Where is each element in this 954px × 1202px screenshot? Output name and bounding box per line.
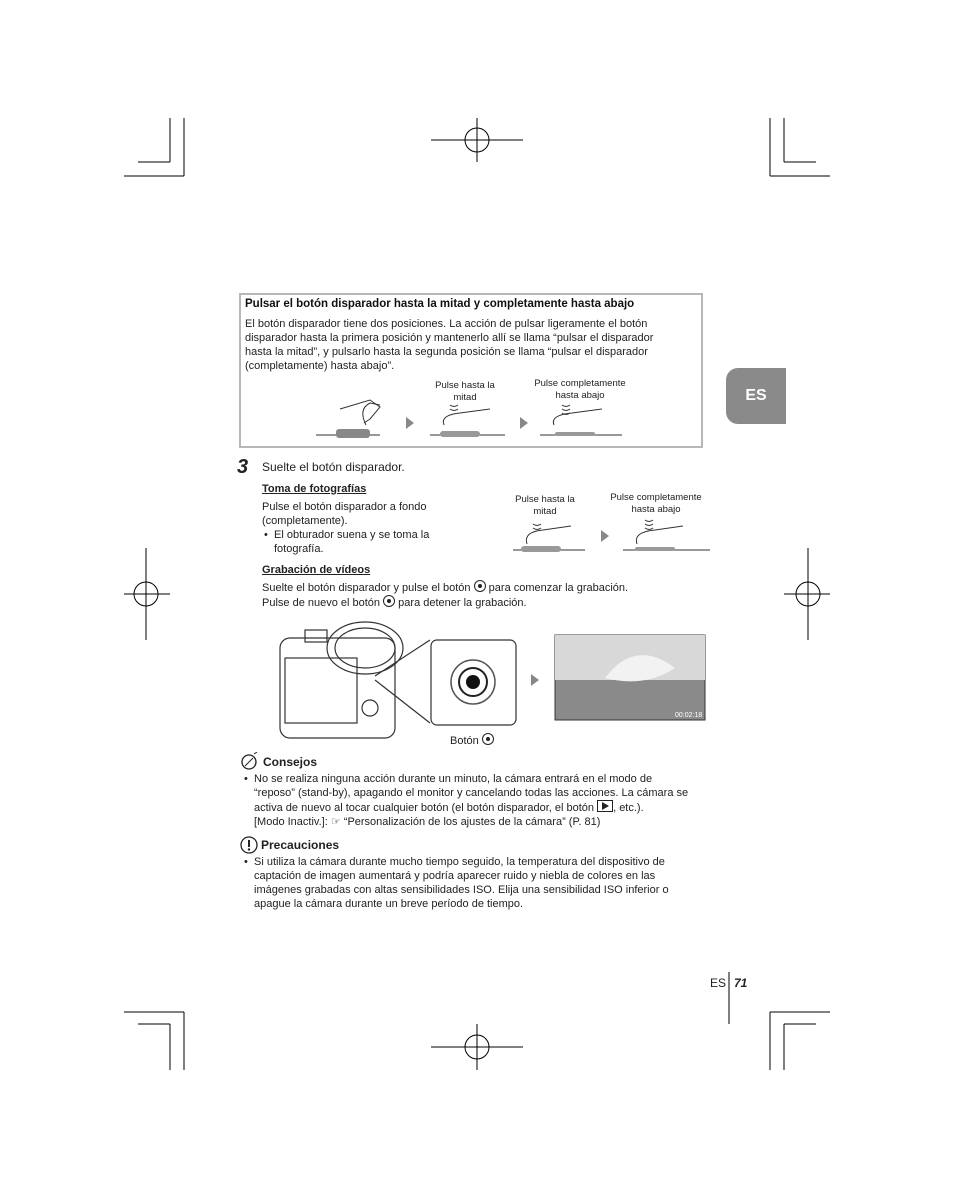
cautions-text: • Si utiliza la cámara durante mucho tiempo seguido, la temperatura del dispositivo de captación de imagen aumentará y podría aparecer ruido y niebla de colores en las imágenes grabadas con altas sensibilidades ISO. Elija una sensibilidad ISO inferior o apague la cámara durante un breve período de tiempo. xyxy=(242,855,712,911)
play-icon xyxy=(597,800,613,812)
photo-half-label: Pulse hasta la mitad xyxy=(515,494,575,517)
photo-heading: Toma de fotografías xyxy=(262,483,367,495)
tips-text: • No se realiza ninguna acción durante un minuto, la cámara entrará en el modo de “reposo” (stand-by), apagando el monitor y cancelando todas las acciones. La cámara se activa de nuevo al tocar cualquier botón (el botón disparador, el botón , etc.). [Modo Inactiv.]: ☞ “Personalización de los ajustes de la cámara” (P. 81) xyxy=(242,772,712,829)
arrow-icon xyxy=(406,417,414,429)
shutter-press-illustration-2 xyxy=(505,518,715,554)
arrow-icon xyxy=(531,674,539,686)
box-body-line: El botón disparador tiene dos posiciones. La acción de pulsar ligeramente el botón xyxy=(245,318,648,330)
half-press-label: Pulse hasta la mitad xyxy=(435,380,495,403)
button-caption: Botón xyxy=(450,733,494,748)
shutter-press-illustration xyxy=(310,395,630,440)
photo-full-label: Pulse completamente hasta abajo xyxy=(610,492,702,515)
arrow-icon xyxy=(601,530,609,542)
photo-text: Pulse el botón disparador a fondo (completamente). • El obturador suena y se toma la fotografía. xyxy=(262,500,492,556)
step-number: 3 xyxy=(237,456,249,478)
tips-heading: Consejos xyxy=(263,755,318,769)
camera-illustration xyxy=(275,618,715,743)
step-text: Suelte el botón disparador. xyxy=(262,460,405,474)
record-icon xyxy=(474,580,486,592)
tips-icon xyxy=(240,752,260,772)
cautions-heading: Precauciones xyxy=(261,838,340,852)
language-tab: ES xyxy=(726,368,786,424)
video-heading: Grabación de vídeos xyxy=(262,564,371,576)
video-text: Suelte el botón disparador y pulse el botón para comenzar la grabación. Pulse de nuevo el botón para detener la grabación. xyxy=(262,582,629,609)
arrow-icon xyxy=(520,417,528,429)
page-number: 71 xyxy=(734,976,748,990)
reference-hand-icon: ☞ xyxy=(330,816,341,828)
box-body-line: hasta la mitad”, y pulsarlo hasta la segunda posición se llama “pulsar el disparador xyxy=(245,346,648,358)
box-body-line: disparador hasta la primera posición y mantenerlo allí se llama “pulsar el disparador xyxy=(245,332,654,344)
record-icon xyxy=(383,595,395,607)
box-title: Pulsar el botón disparador hasta la mitad y completamente hasta abajo xyxy=(245,298,635,310)
caution-icon xyxy=(240,836,258,854)
video-timer: 00:02:18 xyxy=(675,712,703,719)
footer-language: ES xyxy=(710,976,727,990)
box-body-line: (completamente) hasta abajo”. xyxy=(245,360,395,372)
full-press-label: Pulse completamente hasta abajo xyxy=(534,378,626,401)
record-icon xyxy=(482,733,494,745)
box-body xyxy=(245,317,675,373)
